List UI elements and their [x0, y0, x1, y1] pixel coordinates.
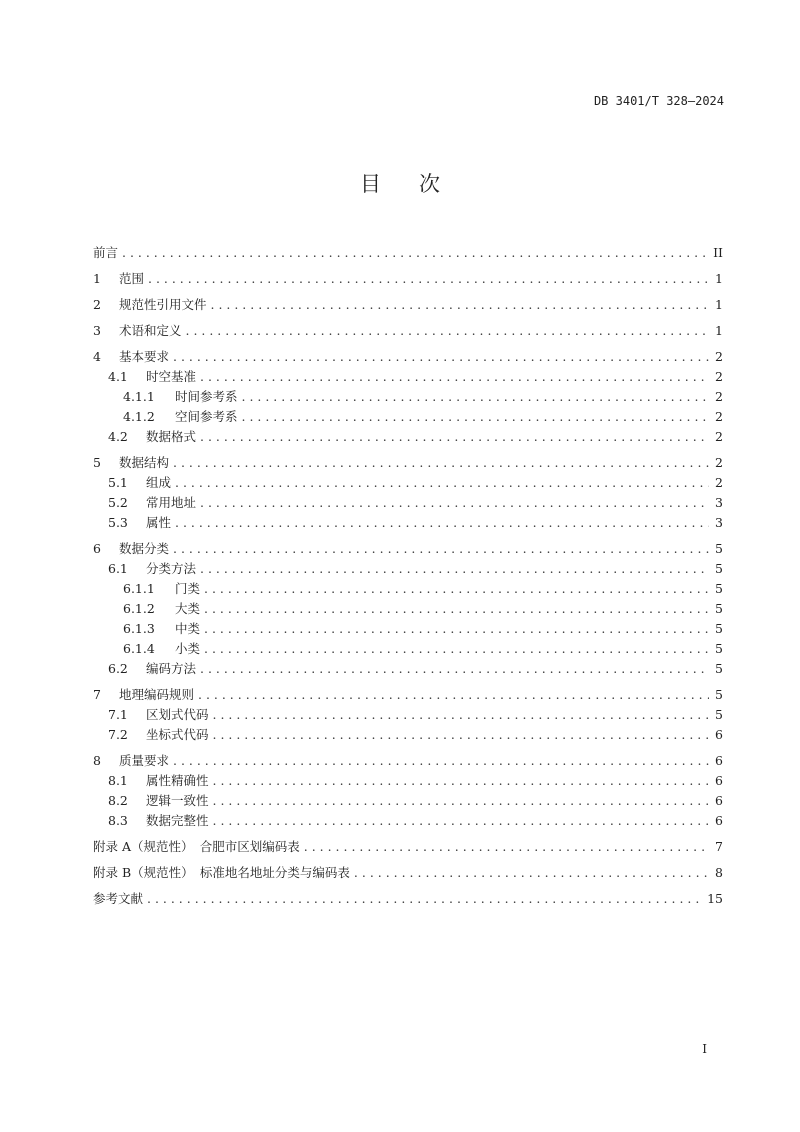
toc-entry-number: 6.1: [108, 560, 128, 576]
toc-entry[interactable]: [93, 492, 723, 512]
toc-entry-title: 时空基准: [146, 369, 197, 384]
toc-entry-number: 5.1: [108, 474, 128, 490]
dot-leader: [173, 455, 709, 470]
toc-entry-page: 1: [715, 270, 723, 286]
dot-leader: [242, 389, 709, 404]
dot-leader: [204, 601, 709, 616]
toc-entry[interactable]: [93, 472, 723, 492]
toc-entry[interactable]: [93, 862, 723, 882]
dot-leader: [242, 409, 709, 424]
toc-entry-title: 空间参考系: [175, 409, 238, 424]
toc-entry[interactable]: [93, 294, 723, 314]
toc-entry-title: 时间参考系: [175, 389, 238, 404]
toc-entry-title: 附录 A（规范性） 合肥市区划编码表: [93, 839, 300, 854]
toc-entry-number: 2: [93, 296, 101, 312]
toc-entry[interactable]: [93, 750, 723, 770]
toc-entry-title: 地理编码规则: [119, 687, 195, 702]
toc-entry-number: 7.1: [108, 706, 128, 722]
toc-entry[interactable]: [93, 578, 723, 598]
toc-entry[interactable]: [93, 770, 723, 790]
dot-leader: [175, 515, 709, 530]
toc-entry-page: 6: [715, 726, 723, 742]
toc-entry[interactable]: [93, 320, 723, 340]
toc-entry-number: 5.3: [108, 514, 128, 530]
dot-leader: [213, 773, 709, 788]
toc-entry-page: 2: [715, 474, 723, 490]
toc-entry-page: 5: [715, 640, 723, 656]
toc-entry-title: 数据完整性: [146, 813, 209, 828]
toc-entry-page: 8: [715, 864, 723, 880]
toc-entry-number: 4.1: [108, 368, 128, 384]
toc-entry-page: 5: [715, 686, 723, 702]
toc-entry-page: 6: [715, 752, 723, 768]
dot-leader: [186, 323, 709, 338]
toc-entry-title: 规范性引用文件: [119, 297, 207, 312]
toc-entry-title: 数据分类: [119, 541, 170, 556]
toc-entry[interactable]: [93, 426, 723, 446]
toc-entry-title: 常用地址: [146, 495, 197, 510]
toc-entry[interactable]: [93, 346, 723, 366]
dot-leader: [173, 541, 709, 556]
toc-entry-page: 1: [715, 296, 723, 312]
toc-entry[interactable]: [93, 366, 723, 386]
toc-entry-title: 基本要求: [119, 349, 170, 364]
toc-entry-number: 6.2: [108, 660, 128, 676]
toc-entry-number: 6.1.1: [123, 580, 155, 596]
toc-entry-number: 3: [93, 322, 101, 338]
toc-entry-number: 8: [93, 752, 101, 768]
toc-entry-page: 2: [715, 348, 723, 364]
toc-entry[interactable]: [93, 638, 723, 658]
dot-leader: [148, 271, 709, 286]
toc-entry[interactable]: [93, 888, 723, 908]
toc-entry-page: 5: [715, 560, 723, 576]
toc-entry-title: 数据结构: [119, 455, 170, 470]
toc-entry-title: 组成: [146, 475, 172, 490]
toc-entry-number: 4: [93, 348, 101, 364]
toc-entry[interactable]: [93, 538, 723, 558]
toc-entry-number: 6.1.4: [123, 640, 155, 656]
toc-entry-page: 7: [715, 838, 723, 854]
dot-leader: [173, 349, 709, 364]
toc-entry-page: 15: [707, 890, 723, 906]
dot-leader: [198, 687, 709, 702]
toc-entry-title: 数据格式: [146, 429, 197, 444]
toc-entry-number: 7.2: [108, 726, 128, 742]
dot-leader: [200, 495, 709, 510]
toc-entry-title: 编码方法: [146, 661, 197, 676]
toc-entry-page: 2: [715, 428, 723, 444]
toc-entry[interactable]: [93, 724, 723, 744]
toc-entry-title: 坐标式代码: [146, 727, 209, 742]
toc-entry-title: 参考文献: [93, 891, 144, 906]
dot-leader: [147, 891, 703, 906]
toc-entry-title: 大类: [175, 601, 201, 616]
toc-entry-title: 附录 B（规范性） 标准地名地址分类与编码表: [93, 865, 350, 880]
dot-leader: [204, 641, 709, 656]
toc-entry[interactable]: [93, 618, 723, 638]
toc-entry[interactable]: [93, 658, 723, 678]
toc-entry-title: 门类: [175, 581, 201, 596]
toc-entry-number: 8.1: [108, 772, 128, 788]
toc-entry-title: 范围: [119, 271, 145, 286]
toc-entry[interactable]: [93, 598, 723, 618]
document-id: DB 3401/T 328—2024: [593, 94, 724, 108]
toc-entry-title: 中类: [175, 621, 201, 636]
toc-entry-number: 4.2: [108, 428, 128, 444]
toc-entry[interactable]: [93, 836, 723, 856]
toc-entry-title: 质量要求: [119, 753, 170, 768]
dot-leader: [175, 475, 709, 490]
toc-entry-number: 5: [93, 454, 101, 470]
dot-leader: [213, 727, 709, 742]
toc-entry[interactable]: [93, 452, 723, 472]
dot-leader: [204, 581, 709, 596]
toc-entry-number: 6: [93, 540, 101, 556]
page-title: 目次: [360, 172, 478, 196]
dot-leader: [200, 561, 709, 576]
toc-entry[interactable]: [93, 512, 723, 532]
toc-entry[interactable]: [93, 268, 723, 288]
toc-entry-title: 小类: [175, 641, 201, 656]
toc-entry[interactable]: [93, 406, 723, 426]
dot-leader: [173, 753, 709, 768]
toc-entry-title: 属性: [146, 515, 172, 530]
page-number: I: [702, 1042, 707, 1056]
toc-entry[interactable]: [93, 810, 723, 830]
toc-entry[interactable]: [93, 684, 723, 704]
toc-entry-page: 5: [715, 580, 723, 596]
toc-entry-page: 6: [715, 772, 723, 788]
toc-entry[interactable]: [93, 790, 723, 810]
toc-entry-number: 4.1.2: [123, 408, 155, 424]
dot-leader: [354, 865, 709, 880]
toc-entry-page: 2: [715, 454, 723, 470]
dot-leader: [213, 793, 709, 808]
toc-entry-number: 7: [93, 686, 101, 702]
toc-entry-page: 1: [715, 322, 723, 338]
toc-entry-title: 区划式代码: [146, 707, 209, 722]
toc-entry-title: 属性精确性: [146, 773, 209, 788]
toc-entry-page: 2: [715, 368, 723, 384]
toc-entry-title: 术语和定义: [119, 323, 182, 338]
toc-entry-page: 5: [715, 600, 723, 616]
toc-entry-number: 6.1.2: [123, 600, 155, 616]
toc-entry-page: 5: [715, 540, 723, 556]
toc-entry-page: 3: [715, 494, 723, 510]
dot-leader: [304, 839, 709, 854]
toc-entry-page: 6: [715, 812, 723, 828]
toc-entry-title: 逻辑一致性: [146, 793, 209, 808]
toc-entry-number: 6.1.3: [123, 620, 155, 636]
toc-entry-page: 5: [715, 660, 723, 676]
toc-entry-number: 8.2: [108, 792, 128, 808]
toc-entry-page: 3: [715, 514, 723, 530]
dot-leader: [122, 245, 709, 260]
toc-entry[interactable]: [93, 704, 723, 724]
dot-leader: [204, 621, 709, 636]
toc-entry-number: 4.1.1: [123, 388, 155, 404]
table-of-contents: [93, 242, 723, 908]
toc-entry-page: 2: [715, 408, 723, 424]
dot-leader: [200, 661, 709, 676]
toc-entry-number: 8.3: [108, 812, 128, 828]
toc-entry-page: 5: [715, 706, 723, 722]
toc-entry-title: 分类方法: [146, 561, 197, 576]
toc-entry-page: 2: [715, 388, 723, 404]
toc-entry-page: 6: [715, 792, 723, 808]
dot-leader: [200, 429, 709, 444]
toc-entry[interactable]: [93, 386, 723, 406]
toc-entry[interactable]: [93, 242, 723, 262]
toc-entry-title: 前言: [93, 245, 119, 260]
toc-entry-page: II: [713, 244, 723, 260]
toc-entry-page: 5: [715, 620, 723, 636]
dot-leader: [213, 707, 709, 722]
dot-leader: [211, 297, 709, 312]
dot-leader: [213, 813, 709, 828]
dot-leader: [200, 369, 709, 384]
toc-entry[interactable]: [93, 558, 723, 578]
toc-entry-number: 1: [93, 270, 101, 286]
toc-entry-number: 5.2: [108, 494, 128, 510]
